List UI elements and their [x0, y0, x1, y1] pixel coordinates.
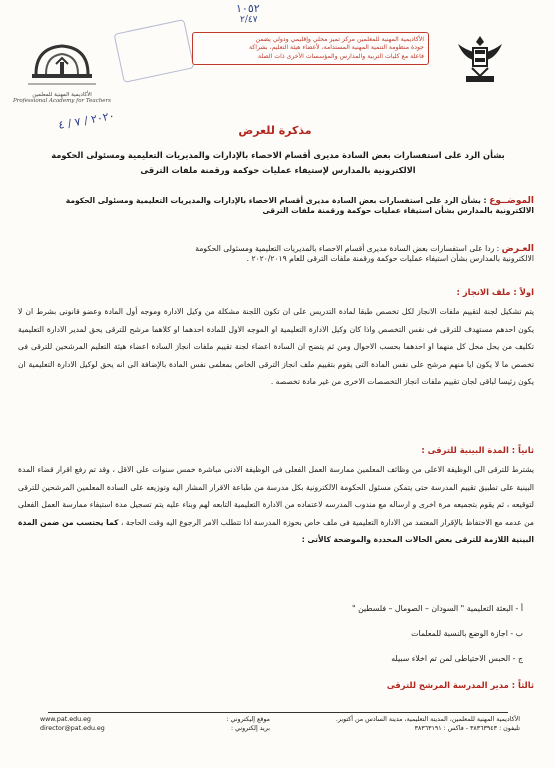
main-heading: [22, 148, 534, 178]
section2-title: ثانياً : المدة البينية للترقى :: [421, 445, 534, 455]
website-link[interactable]: www.pat.edu.eg: [40, 716, 91, 723]
subject-line: : بشأن الرد على استفسارات بعض السادة مديرى أقسام الاحصاء بالإدارات والمديريات التعليمية ومسئولى الحكومة: [65, 196, 487, 205]
stamp-line: جودة منظومة التنمية المهنية المستدامة، لأعضاء هيئة التعليم، بشراكة: [248, 44, 424, 52]
stamp-line: الأكاديمية المهنية للمعلمين مركز تميز محلي وإقليمي ودولي يضمن: [255, 36, 424, 43]
academy-logo-icon: [6, 34, 118, 90]
section2-body: يشترط للترقى الى الوظيفة الاعلى من وظائف المعلمين ممارسة العمل الفعلى فى الوظيفة الادنى مباشرة خمس سنوات على الاقل ، وقد تم رفع اقرار قضاء المدة البينية على تطبيق تقييم المدرسة حتى يتمكن مسئول الحكومة الالكترونية بكل مدرسة من طباعة الاقرار المشار اليه وتوزيعه على السادة المعلمين المرشحين للترقى لتوقيعه ، ثم يقوم بتجميعه مرة اخرى و ارساله مع مندوب المدرسه لاعتماده من الادارة التعليمية التابعه لهم وبناء عليه يتم تسجيل مدة استيفاء ممارسة العمل الفعلى من عدمه مع الاحتفاظ بالإقرار المعتمد من الادارة التعليمية فى ملف خاص بحوزة المدرسة اذا تتطلب الامر الرجوع اليه وقت الحاجة ،: [18, 465, 534, 527]
list-item: ج - الحبس الاحتياطى لمن تم اخلاء سبيله: [391, 654, 523, 663]
handwritten-reference-number: ١٠٥٢: [236, 2, 260, 15]
egypt-eagle-emblem: [454, 30, 506, 86]
presentation-line: : ردا على استفسارات بعض السادة مديرى أقسام الاحصاء بالمديريات التعليمية ومسئولى الحكومة: [195, 244, 500, 253]
stamp-line: فاعلة مع كليات التربية والمدارس والمؤسسات الأخرى ذات الصلة: [257, 52, 424, 60]
section1-paragraph: يتم تشكيل لجنة لتقييم ملفات الانجاز لكل تخصص طبقا لمادة التدريس على ان تكون اللجنة مشكلة من وكيل الادارة وموجه أول المادة وعضو قانونى بشرط ان لا يكون احدهم مستهدف للترقى فى نفس التخصص واذا كان وكيل الادارة التعليمية او الموجه الاول للمادة احدهما او كلاهما مرشح للترقى يحق لمدير الادارة التعليمية تكليف من يحل محل كل منهما او احدهما بحسب الاحوال ومن ثم يتضح ان السادة اعضاء لجنة تقييم ملفات انجاز السادة اعضاء هيئة التعليم المرشحين للترقى فى تخصص ما لا يكون ايا منهم مرشح على نفس المادة التى يقوم بتقييم ملف انجاز الترقى الخاص بمعلمى نفس المادة بالإضافة الى انه يحق لوكيل الادارة التعليمية ان يكون رئيسا لباقى لجان تقييم ملفات انجاز التخصصات الاخرى من غير مادة تخصصه .: [18, 307, 534, 387]
section3-title: ثالثاً : مدير المدرسة المرشح للترقى: [386, 680, 534, 690]
email-label: بريد إلكتروني :: [231, 724, 270, 732]
logo-caption-arabic: الأكاديمية المهنية للمعلمين: [32, 92, 92, 98]
footer-contacts: [40, 716, 270, 733]
email-link[interactable]: director@pat.edu.eg: [40, 724, 105, 732]
presentation-label: العـرض: [501, 244, 534, 254]
received-stamp: [114, 19, 195, 83]
academy-logo: [6, 34, 118, 104]
main-heading-line: بشأن الرد على استفسارات بعض السادة مديرى أقسام الاحصاء بالإدارات والمديريات التعليمية ومسئولى الحكومة: [51, 150, 505, 160]
logo-caption-english: Professional Academy for Teachers: [13, 98, 111, 104]
list-item: ب - اجازة الوضع بالنسبة للمعلمات: [411, 629, 523, 638]
footer-divider: [48, 712, 508, 713]
section2-tail: كما يحتسب من ضمن المدة البينية اللازمة للترقى بعض الحالات المحددة والموضحة كالأتى :: [18, 517, 534, 545]
subject-block: [18, 196, 534, 216]
academy-vision-stamp: [192, 32, 429, 65]
memo-title: مذكرة للعرض: [238, 124, 312, 137]
footer-address-line: الأكاديمية المهنية للمعلمين، المدينة التعليمية، مدينة السادس من أكتوبر.: [335, 716, 520, 723]
section1-title: اولاً : ملف الانجاز :: [456, 287, 534, 297]
footer-phone: تليفون : ٣٨٣٦٣٩٤٣ - فاكس : ٣٨٣٦٣١٩١: [414, 724, 520, 732]
main-heading-line: الالكترونية بالمدارس لإستيفاء عمليات حوكمة ورقمنة ملفات الترقى: [140, 165, 416, 175]
section2-paragraph: [18, 461, 534, 549]
website-label: موقع إليكتروني :: [226, 716, 270, 723]
subject-line: الالكترونية بالمدارس بشأن استيفاء عمليات حوكمة ورقمنة ملفات الترقى: [262, 206, 534, 215]
presentation-block: [18, 244, 534, 264]
handwritten-reference-sub: ٢/٤٧: [240, 15, 258, 25]
footer-address: [300, 716, 520, 733]
presentation-line: الالكترونية بالمدارس بشأن استيفاء عمليات حوكمة ورقمنة ملفات الترقى للعام ٢٠٢٠/٢٠١٩ .: [246, 254, 534, 263]
list-item: أ - البعثة التعليمية " السودان – الصومال – فلسطين ": [352, 604, 523, 613]
exceptions-list: [18, 604, 523, 679]
subject-label: الموضــوع: [489, 196, 534, 206]
eagle-emblem-icon: [454, 30, 506, 86]
handwritten-date: ٢٠٢٠ / ٧ / ٤: [57, 109, 116, 132]
